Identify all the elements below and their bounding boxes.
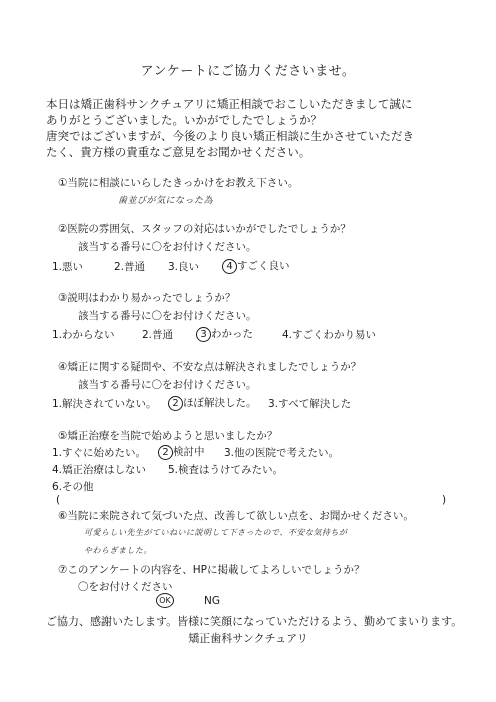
intro-line-2: ありがとうございました。いかがでしたでしょうか？	[46, 113, 322, 127]
q7-ok-circled	[156, 593, 174, 608]
question-1: ①当院に相談にいらしたきっかけをお教え下さい。	[58, 177, 299, 189]
question-2-instruction: 該当する番号に〇をお付けください。	[78, 241, 257, 253]
question-7: ⑦このアンケートの内容を、HPに掲載してよろしいでしょうか？	[58, 564, 365, 576]
ok-circle: OK	[156, 593, 174, 608]
q5-option-2-circled	[158, 444, 205, 460]
question-3-instruction: 該当する番号に〇をお付けください。	[78, 310, 257, 322]
survey-title: アンケートにご協力くださいませ。	[140, 64, 356, 79]
q3-option-3-circled	[196, 326, 253, 342]
circled-number: 3	[196, 327, 211, 342]
question-2: ②医院の雰囲気、スタッフの対応はいかがでしたでしょうか？	[58, 223, 351, 235]
q4-option-2-label: ほぼ解決した。	[183, 397, 257, 409]
q2-option-1: 1.悪い	[52, 261, 84, 273]
q5-paren-open: (	[56, 494, 61, 506]
q2-option-4-circled	[222, 258, 290, 274]
q5-option-3: 3.他の医院で考えたい。	[224, 447, 340, 459]
question-6-answer-line-2: やわらぎました。	[84, 546, 152, 555]
circled-number: 4	[222, 259, 237, 274]
clinic-signature: 矯正歯科サンクチュアリ	[188, 632, 308, 645]
question-1-answer: 歯並びが気になった為	[118, 196, 214, 206]
q2-option-4-label: すごく良い	[237, 260, 290, 272]
intro-line-1: 本日は矯正歯科サンクチュアリに矯正相談でおこしいただきまして誠に	[46, 97, 413, 111]
q4-option-2-circled	[168, 395, 257, 411]
question-6: ⑥当院に来院されて気づいた点、改善して欲しい点を、お聞かせください。	[58, 510, 414, 522]
q3-option-2: 2.普通	[142, 329, 174, 341]
q3-option-4: 4.すごくわかり易い	[282, 329, 377, 341]
question-5: ⑤矯正治療を当院で始めようと思いましたか？	[58, 430, 278, 442]
q2-option-3: 3.良い	[168, 261, 200, 273]
question-7-instruction: 〇をお付けください	[78, 581, 173, 593]
closing-message: ご協力、感謝いたします。皆様に笑顔になっていただけるよう、勤めてまいります。	[46, 615, 463, 628]
q4-option-1: 1.解決されていない。	[52, 398, 157, 410]
q5-option-1: 1.すぐに始めたい。	[52, 447, 147, 459]
q4-option-3: 3.すべて解決した	[268, 398, 352, 410]
question-3: ③説明はわかり易かったでしょうか？	[58, 292, 236, 304]
intro-line-4: たく、貴方様の貴重なご意見をお聞かせください。	[46, 145, 311, 159]
circled-number: 2	[158, 445, 173, 460]
q5-paren-close: )	[442, 494, 447, 506]
circled-number: 2	[168, 396, 183, 411]
q7-ng: NG	[204, 595, 220, 607]
q3-option-1: 1.わからない	[52, 329, 115, 341]
question-4-instruction: 該当する番号に〇をお付けください。	[78, 379, 257, 391]
question-4: ④矯正に関する疑問や、不安な点は解決されましたでしょうか？	[58, 361, 362, 373]
q5-option-4: 4.矯正治療はしない	[52, 464, 147, 476]
question-6-answer-line-1: 可愛らしい先生がていねいに説明して下さったので、不安な気持ちが	[84, 528, 348, 537]
q2-option-2: 2.普通	[114, 261, 146, 273]
q3-option-3-label: わかった	[211, 328, 253, 340]
q5-option-6: 6.その他	[52, 481, 94, 493]
intro-line-3: 唐突ではございますが、今後のより良い矯正相談に生かさせていただき	[46, 129, 414, 143]
q5-option-2-label: 検討中	[173, 446, 205, 458]
q5-option-5: 5.検査はうけてみたい。	[168, 464, 284, 476]
